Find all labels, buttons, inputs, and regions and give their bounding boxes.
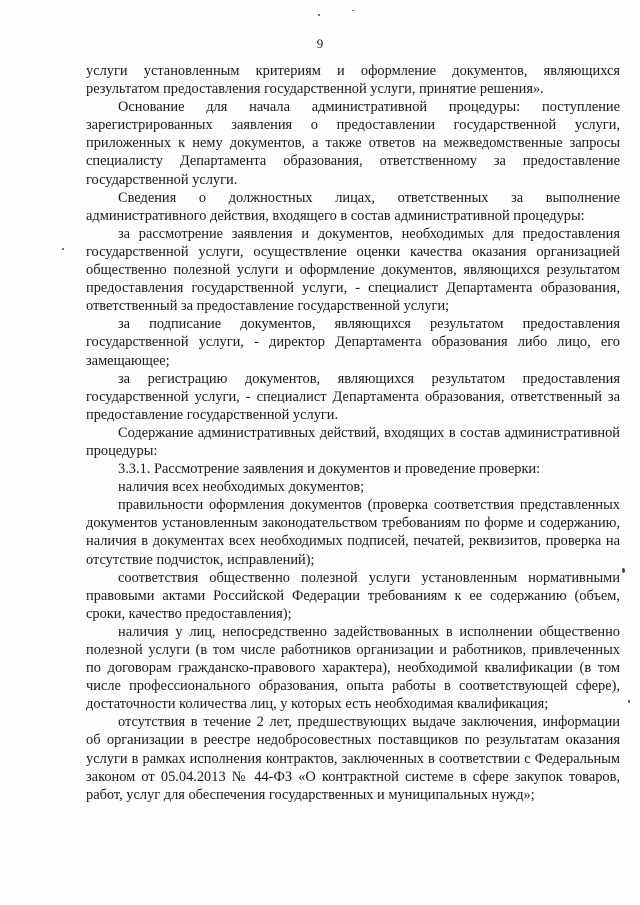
document-body: [86, 62, 620, 804]
paragraph: за регистрацию документов, являющихся результатом предоставления государственной услуги, - специалист Департамента образования, ответственный за предоставление государственной услуги.: [86, 370, 620, 423]
paragraph: Сведения о должностных лицах, ответственных за выполнение административного действия, входящего в состав административной процедуры:: [86, 189, 620, 224]
paragraph: Содержание административных действий, входящих в состав административной процедуры:: [86, 424, 620, 459]
paragraph: правильности оформления документов (проверка соответствия представленных документов установленным законодательством требованиям по форме и содержанию, наличия в документах всех необходимых подписей, печатей, реквизитов, проверка на отсутствие подчисток, исправлений);: [86, 497, 620, 568]
paragraph: отсутствия в течение 2 лет, предшествующих выдаче заключения, информации об организации в реестре недобросовестных поставщиков по результатам оказания услуги в рамках исполнения контрактов, заключенных в соответствии с Федеральным законом от 05.04.2013 № 44-ФЗ «О контрактной системе в сфере закупок товаров, работ, услуг для обеспечения государственных и муниципальных нужд»;: [86, 714, 620, 803]
paragraph: соответствия общественно полезной услуги установленным нормативными правовыми актами Российской Федерации требованиям к ее содержанию (объем, сроки, качество предоставления);: [86, 569, 620, 622]
paragraph: наличия всех необходимых документов;: [118, 479, 365, 496]
paragraph: за рассмотрение заявления и документов, необходимых для предоставления государственной услуги, осуществление оценки качества оказания организацией общественно полезной услуги и оформление документов, являющихся результатом предоставления государственной услуги, - специалист Департамента образования, ответственный за предоставление государственной услуги;: [86, 225, 620, 315]
paragraph: наличия у лиц, непосредственно задействованных в исполнении общественно полезной услуги (в том числе работников организации и работников, привлеченных по договорам гражданско-правового характера), необходимой квалификации (в том числе профессионального образования, опыта работы в соответствующей сфере), достаточности количества лиц, у которых есть необходимая квалификация;: [86, 623, 620, 713]
paragraph: 3.3.1. Рассмотрение заявления и документов и проведение проверки:: [118, 461, 541, 478]
page-number: 9: [316, 36, 324, 51]
scan-speck: [318, 14, 320, 16]
paragraph: Основание для начала административной процедуры: поступление зарегистрированных заявления о предоставлении государственной услуги, приложенных к нему документов, а также ответов на межведомственные запросы специалисту Департамента образования, ответственному за предоставление государственной услуги.: [86, 99, 620, 188]
scan-speck: [622, 568, 625, 573]
paragraph: услуги установленным критериям и оформление документов, являющихся результатом предоставления государственной услуги, принятие решения».: [86, 63, 620, 98]
paragraph: за подписание документов, являющихся результатом предоставления государственной услуги, - директор Департамента образования либо лицо, его замещающее;: [86, 316, 620, 369]
scan-speck: [352, 10, 354, 11]
scan-speck: [62, 248, 64, 250]
scan-speck: [628, 700, 630, 703]
